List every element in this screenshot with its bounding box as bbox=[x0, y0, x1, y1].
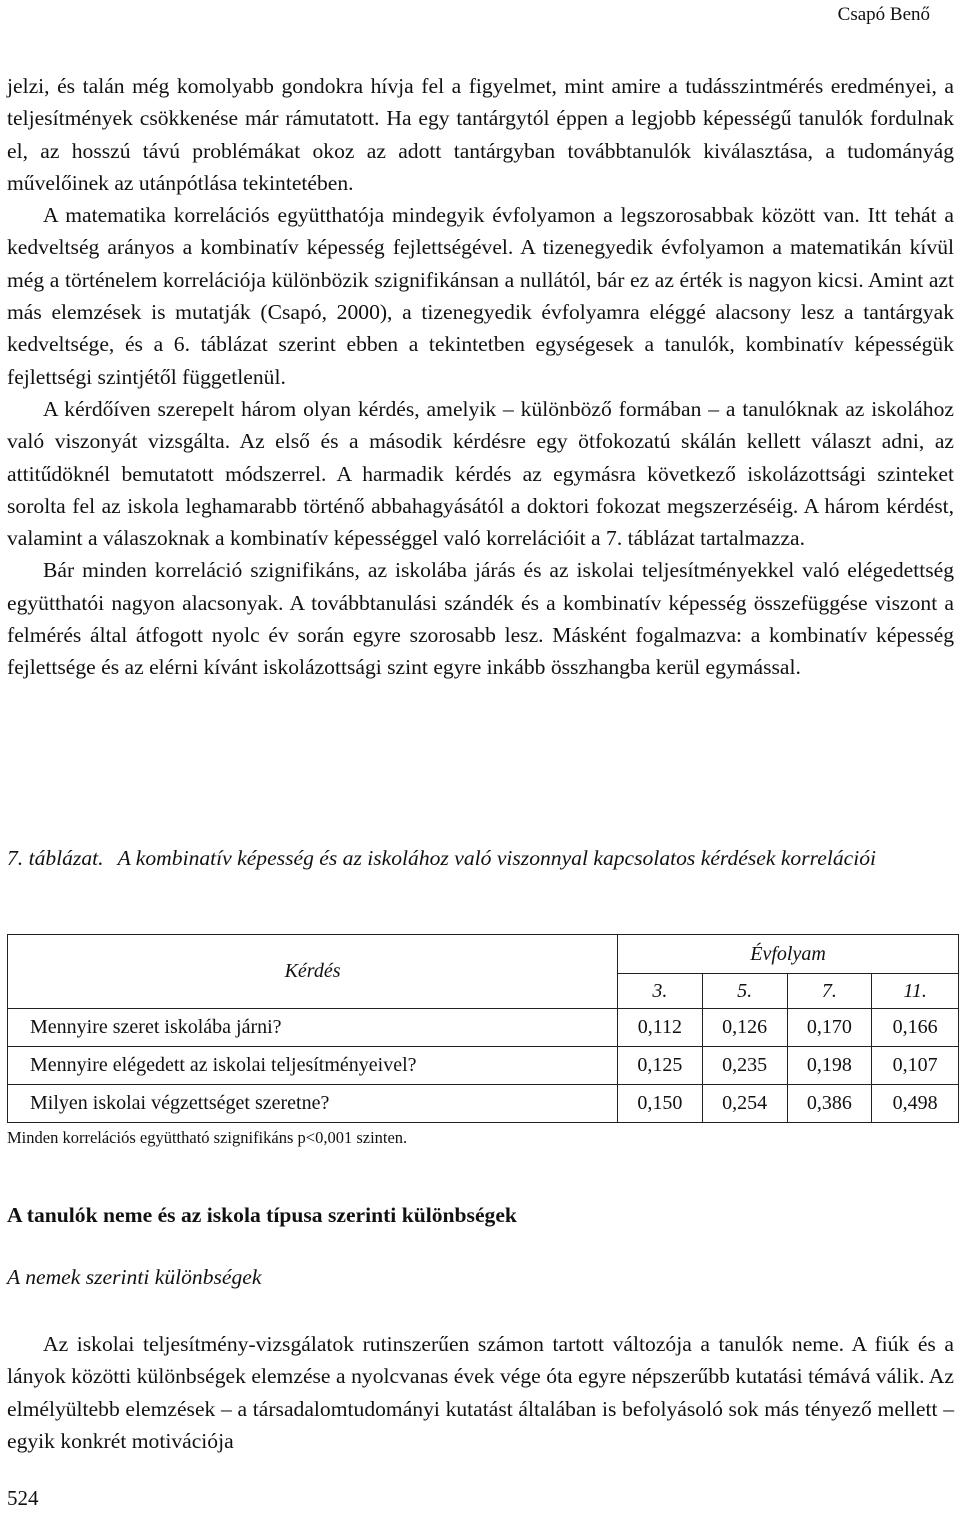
grade-header: 5. bbox=[702, 974, 787, 1009]
paragraph: Az iskolai teljesítmény-vizsgálatok rutinszerűen számon tartott változója a tanulók neme. A fiúk és a lányok közötti különbségek elemzése a nyolcvanas évek vége óta egyre népszerűbb kutatási témává válik. Az elmélyültebb elemzések – a társadalomtudományi kutatást általában is befolyásoló sok más tényező mellett – egyik konkrét motivációja bbox=[7, 1332, 954, 1453]
question-cell: Milyen iskolai végzettséget szeretne? bbox=[8, 1085, 618, 1123]
table-row bbox=[8, 1085, 959, 1123]
value-cell: 0,198 bbox=[787, 1047, 872, 1085]
section-body-text bbox=[7, 1328, 954, 1457]
paragraph: A matematika korrelációs együtthatója mindegyik évfolyamon a legszorosabbak között van. Itt tehát a kedveltség arányos a kombinatív képesség fejlettségével. A tizenegyedik évfolyamon a matematikán kívül még a történelem korrelációja különbözik szignifikánsan a nullától, bár ez az érték is nagyon kicsi. Amint azt más elemzések is mutatják (Csapó, 2000), a tizenegyedik évfolyamra eléggé alacsony lesz a tantárgyak kedveltsége, és a 6. táblázat szerint ebben a tekintetben egységesek a tanulók, kombinatív képességük fejlettségi szintjétől függetlenül. bbox=[7, 203, 954, 389]
grade-group-header: Évfolyam bbox=[618, 935, 959, 974]
value-cell: 0,126 bbox=[702, 1009, 787, 1047]
paragraph: Bár minden korreláció szignifikáns, az iskolába járás és az iskolai teljesítményekkel való elégedettség együtthatói nagyon alacsonyak. A továbbtanulási szándék és a kombinatív képesség összefüggése viszont a felmérés által átfogott nyolc év során egyre szorosabb lesz. Másként fogalmazva: a kombinatív képesség fejlettsége és az elérni kívánt iskolázottsági szint egyre inkább összhangba kerül egymással. bbox=[7, 558, 954, 680]
question-column-header: Kérdés bbox=[8, 935, 618, 1009]
table-row bbox=[8, 1047, 959, 1085]
running-head: Csapó Benő bbox=[837, 4, 930, 25]
table-header-row bbox=[8, 935, 959, 974]
table-title: A kombinatív képesség és az iskolához való viszonnyal kapcsolatos kérdések korrelációi bbox=[117, 846, 876, 870]
page-number: 524 bbox=[7, 1486, 39, 1510]
value-cell: 0,166 bbox=[872, 1009, 959, 1047]
value-cell: 0,254 bbox=[702, 1085, 787, 1123]
subsection-heading: A nemek szerinti különbségek bbox=[7, 1265, 262, 1289]
value-cell: 0,386 bbox=[787, 1085, 872, 1123]
question-cell: Mennyire szeret iskolába járni? bbox=[8, 1009, 618, 1047]
value-cell: 0,107 bbox=[872, 1047, 959, 1085]
table-caption bbox=[7, 842, 957, 874]
grade-header: 3. bbox=[618, 974, 703, 1009]
value-cell: 0,170 bbox=[787, 1009, 872, 1047]
correlation-table bbox=[7, 934, 959, 1123]
value-cell: 0,498 bbox=[872, 1085, 959, 1123]
body-text bbox=[7, 70, 954, 684]
value-cell: 0,235 bbox=[702, 1047, 787, 1085]
table-row bbox=[8, 1009, 959, 1047]
value-cell: 0,150 bbox=[618, 1085, 703, 1123]
paragraph: jelzi, és talán még komolyabb gondokra hívja fel a figyelmet, mint amire a tudásszintmérés eredményei, a teljesítmények csökkenése már rámutatott. Ha egy tantárgytól éppen a legjobb képességű tanulók fordulnak el, az hosszú távú problémákat okoz az adott tantárgyban továbbtanulók kiválasztása, a tudományág művelőinek az utánpótlása tekintetében. bbox=[7, 74, 954, 195]
value-cell: 0,125 bbox=[618, 1047, 703, 1085]
grade-header: 11. bbox=[872, 974, 959, 1009]
paragraph: A kérdőíven szerepelt három olyan kérdés, amelyik – különböző formában – a tanulóknak az iskolához való viszonyát vizsgálta. Az első és a második kérdésre egy ötfokozatú skálán kellett választ adni, az attitűdöknél bemutatott módszerrel. A harmadik kérdés az egymásra következő iskolázottsági szinteket sorolta fel az iskola leghamarabb történő abbahagyásától a doktori fokozat megszerzéséig. A három kérdést, valamint a válaszoknak a kombinatív képességgel való korrelációit a 7. táblázat tartalmazza. bbox=[7, 396, 954, 551]
question-cell: Mennyire elégedett az iskolai teljesítményeivel? bbox=[8, 1047, 618, 1085]
table-note: Minden korrelációs együttható szignifikáns p<0,001 szinten. bbox=[7, 1128, 408, 1147]
section-heading: A tanulók neme és az iskola típusa szerinti különbségek bbox=[7, 1203, 517, 1227]
value-cell: 0,112 bbox=[618, 1009, 703, 1047]
table-label: 7. táblázat. bbox=[7, 846, 104, 870]
grade-header: 7. bbox=[787, 974, 872, 1009]
